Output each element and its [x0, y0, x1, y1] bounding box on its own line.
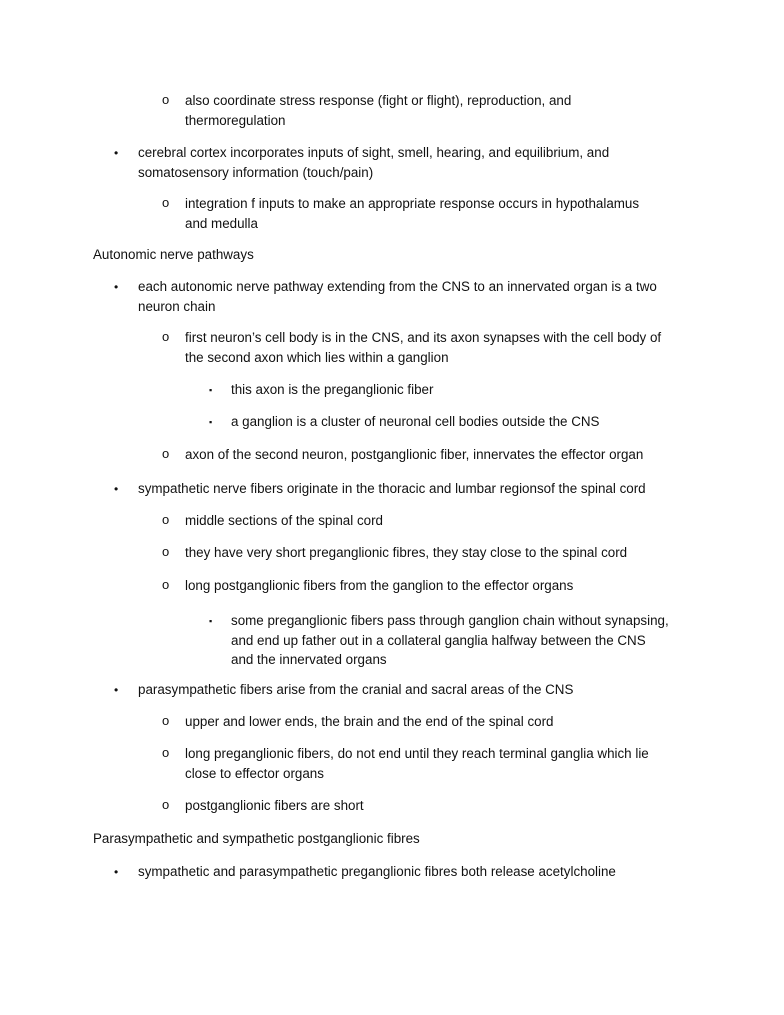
- line-text: somatosensory information (touch/pain): [138, 164, 374, 180]
- line-text: long postganglionic fibers from the ganglion to the effector organs: [185, 578, 574, 593]
- line-text: and medulla: [185, 215, 258, 231]
- list-item-line: [231, 650, 701, 670]
- list-item-line: [185, 214, 695, 234]
- bullet-icon: o: [162, 195, 170, 210]
- line-text: Autonomic nerve pathways: [93, 247, 254, 262]
- bullet-icon: o: [162, 512, 170, 527]
- section-heading: [93, 829, 420, 849]
- line-text: postganglionic fibers are short: [185, 798, 364, 813]
- bullet-icon: ▪: [209, 616, 213, 626]
- bullet-icon: o: [162, 797, 170, 812]
- line-text: first neuron’s cell body is in the CNS, and its axon synapses with the cell body of: [185, 330, 662, 345]
- bullet-icon: o: [162, 329, 170, 344]
- list-item-line: [185, 348, 695, 368]
- line-text: close to effector organs: [185, 765, 324, 781]
- list-item-line: [162, 91, 695, 111]
- line-text: cerebral cortex incorporates inputs of sight, smell, hearing, and equilibrium, and: [138, 145, 610, 160]
- line-text: upper and lower ends, the brain and the end of the spinal cord: [185, 714, 554, 729]
- line-text: sympathetic and parasympathetic preganglionic fibres both release acetylcholine: [138, 864, 616, 879]
- list-item-line: [209, 412, 701, 432]
- line-text: axon of the second neuron, postganglionic fiber, innervates the effector organ: [185, 447, 644, 462]
- list-item-line: [114, 680, 698, 700]
- line-text: thermoregulation: [185, 112, 286, 128]
- line-text: the second axon which lies within a ganglion: [185, 349, 449, 365]
- list-item-line: [114, 277, 698, 297]
- list-item-line: [162, 328, 695, 348]
- list-item-line: [114, 862, 698, 882]
- list-item-line: [185, 111, 695, 131]
- bullet-icon: •: [114, 683, 119, 697]
- bullet-icon: o: [162, 92, 170, 107]
- line-text: this axon is the preganglionic fiber: [231, 382, 434, 397]
- list-item-line: [114, 479, 698, 499]
- list-item-line: [209, 380, 701, 400]
- bullet-icon: ▪: [209, 385, 213, 395]
- line-text: they have very short preganglionic fibres, they stay close to the spinal cord: [185, 545, 628, 560]
- line-text: each autonomic nerve pathway extending from the CNS to an innervated organ is a two: [138, 279, 657, 294]
- bullet-icon: o: [162, 713, 170, 728]
- bullet-icon: •: [114, 865, 119, 879]
- list-item-line: [162, 712, 695, 732]
- line-text: middle sections of the spinal cord: [185, 513, 383, 528]
- list-item-line: [114, 143, 698, 163]
- section-heading: [93, 245, 254, 265]
- list-item-line: [231, 631, 701, 651]
- line-text: long preganglionic fibers, do not end until they reach terminal ganglia which lie: [185, 746, 649, 761]
- list-item-line: [162, 445, 695, 465]
- line-text: a ganglion is a cluster of neuronal cell bodies outside the CNS: [231, 414, 600, 429]
- list-item-line: [162, 543, 695, 563]
- list-item-line: [209, 611, 701, 631]
- bullet-icon: o: [162, 577, 170, 592]
- line-text: Parasympathetic and sympathetic postganglionic fibres: [93, 831, 420, 846]
- bullet-icon: o: [162, 544, 170, 559]
- line-text: and the innervated organs: [231, 652, 387, 667]
- line-text: some preganglionic fibers pass through ganglion chain without synapsing,: [231, 613, 669, 628]
- list-item-line: [162, 576, 695, 596]
- list-item-line: [162, 194, 695, 214]
- line-text: neuron chain: [138, 298, 216, 314]
- bullet-icon: •: [114, 280, 119, 294]
- list-item-line: [162, 511, 695, 531]
- list-item-line: [138, 163, 698, 183]
- bullet-icon: o: [162, 446, 170, 461]
- line-text: also coordinate stress response (fight or flight), reproduction, and: [185, 93, 572, 108]
- line-text: parasympathetic fibers arise from the cranial and sacral areas of the CNS: [138, 682, 574, 697]
- bullet-icon: •: [114, 146, 119, 160]
- line-text: integration f inputs to make an appropriate response occurs in hypothalamus: [185, 196, 640, 211]
- bullet-icon: •: [114, 482, 119, 496]
- line-text: sympathetic nerve fibers originate in the thoracic and lumbar regionsof the spinal cord: [138, 481, 646, 496]
- bullet-icon: o: [162, 745, 170, 760]
- list-item-line: [162, 796, 695, 816]
- list-item-line: [185, 764, 695, 784]
- line-text: and end up father out in a collateral ganglia halfway between the CNS: [231, 632, 646, 648]
- bullet-icon: ▪: [209, 417, 213, 427]
- list-item-line: [138, 297, 698, 317]
- list-item-line: [162, 744, 695, 764]
